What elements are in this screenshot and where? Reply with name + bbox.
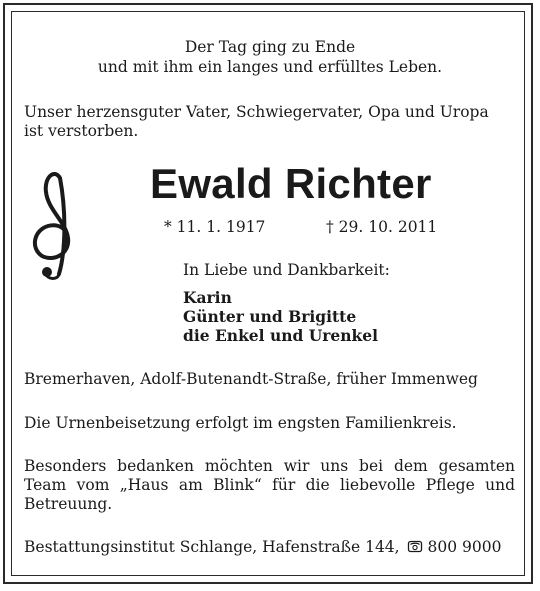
thanks-line-1: Besonders bedanken möchten wir uns bei dem gesamten bbox=[24, 457, 515, 475]
birth-date: * 11. 1. 1917 bbox=[164, 218, 266, 236]
mourners-heading: In Liebe und Dankbarkeit: bbox=[183, 261, 390, 279]
treble-clef-icon bbox=[26, 170, 84, 282]
death-date: † 29. 10. 2011 bbox=[326, 218, 438, 236]
undertaker-line bbox=[24, 538, 501, 557]
intro-line-1: Der Tag ging zu Ende bbox=[184, 38, 356, 56]
address-line: Bremerhaven, Adolf-Butenandt-Straße, früher Immenweg bbox=[24, 370, 478, 388]
mourner-name: die Enkel und Urenkel bbox=[183, 326, 379, 345]
telephone-icon bbox=[407, 540, 423, 553]
undertaker-text: Bestattungsinstitut Schlange, Hafenstraße 144, bbox=[24, 538, 400, 556]
mourner-name: Günter und Brigitte bbox=[183, 307, 357, 326]
funeral-note: Die Urnenbeisetzung erfolgt im engsten Familienkreis. bbox=[24, 414, 457, 432]
phone-number: 800 9000 bbox=[427, 538, 502, 556]
deceased-name: Ewald Richter bbox=[150, 160, 432, 207]
announcement-line-2: ist verstorben. bbox=[24, 122, 139, 140]
announcement-line-1: Unser herzensguter Vater, Schwiegervater, Opa und Uropa bbox=[24, 103, 489, 121]
thanks-line-3: Betreuung. bbox=[24, 495, 113, 513]
mourner-name: Karin bbox=[183, 288, 232, 307]
intro-line-2: und mit ihm ein langes und erfülltes Leben. bbox=[97, 58, 443, 76]
thanks-line-2: Team vom „Haus am Blink“ für die liebevolle Pflege und bbox=[24, 476, 515, 494]
